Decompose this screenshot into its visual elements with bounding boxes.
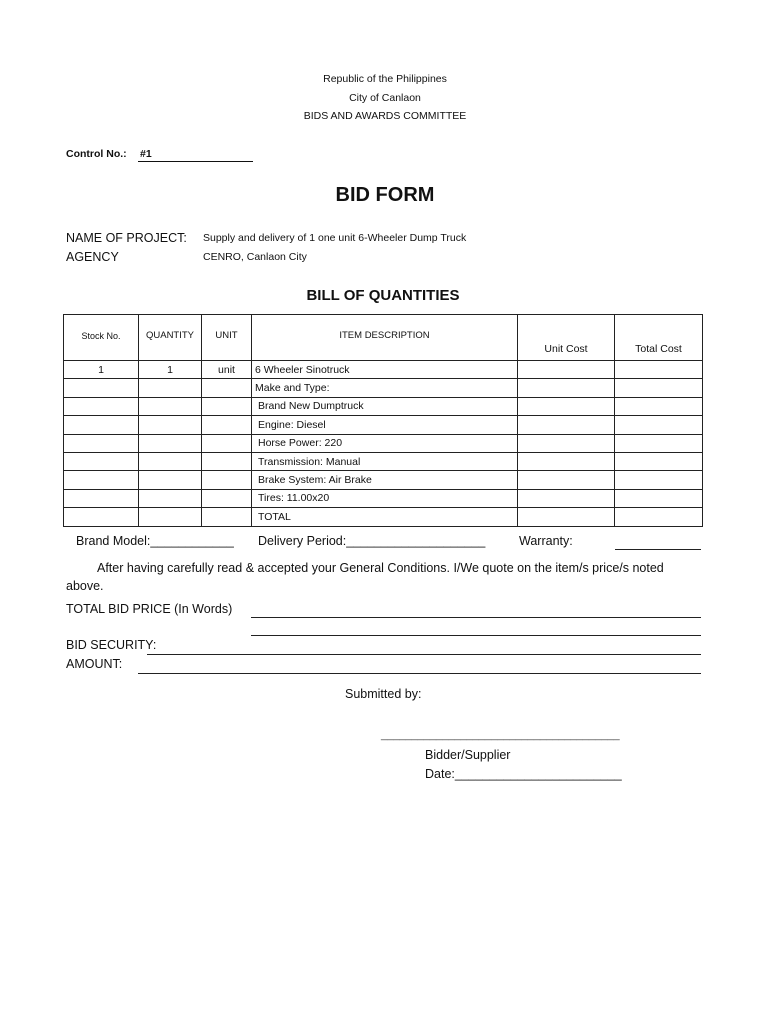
project-name-value: Supply and delivery of 1 one unit 6-Wheeler Dump Truck xyxy=(203,232,467,244)
agency-label: AGENCY xyxy=(66,250,119,264)
unit-cell[interactable] xyxy=(202,452,252,470)
bid-security-label: BID SECURITY: xyxy=(66,638,157,652)
column-header-total-cost: Total Cost xyxy=(615,315,703,361)
quantity-cell[interactable] xyxy=(139,508,202,526)
delivery-period-field[interactable]: Delivery Period:____________________ xyxy=(258,534,486,548)
brand-model-field[interactable]: Brand Model:____________ xyxy=(76,534,234,548)
total-cost-cell[interactable] xyxy=(615,397,703,415)
column-header-item-description: ITEM DESCRIPTION xyxy=(252,315,518,361)
project-name-label: NAME OF PROJECT: xyxy=(66,231,187,245)
column-header-quantity: QUANTITY xyxy=(139,315,202,361)
bid-security-line[interactable] xyxy=(147,654,701,655)
unit-cell[interactable] xyxy=(202,397,252,415)
quantity-cell[interactable]: 1 xyxy=(139,361,202,379)
agency-value: CENRO, Canlaon City xyxy=(203,251,307,263)
date-field[interactable]: Date:________________________ xyxy=(425,767,622,781)
quantity-cell[interactable] xyxy=(139,416,202,434)
item-description-cell: Tires: 11.00x20 xyxy=(252,489,518,507)
table-row xyxy=(64,452,703,470)
quantity-cell[interactable] xyxy=(139,379,202,397)
stock-no-cell[interactable] xyxy=(64,489,139,507)
unit-cell[interactable] xyxy=(202,434,252,452)
item-description-cell: Make and Type: xyxy=(252,379,518,397)
unit-cost-cell[interactable] xyxy=(518,434,615,452)
table-row xyxy=(64,471,703,489)
total-bid-price-line-1[interactable] xyxy=(251,617,701,618)
bidder-supplier-label: Bidder/Supplier xyxy=(425,748,511,762)
amount-label: AMOUNT: xyxy=(66,657,123,671)
table-row xyxy=(64,489,703,507)
table-row xyxy=(64,416,703,434)
page-title: BID FORM xyxy=(335,184,435,206)
total-cost-cell[interactable] xyxy=(615,361,703,379)
statement-line-2: above. xyxy=(66,579,104,593)
quantity-cell[interactable] xyxy=(139,397,202,415)
stock-no-cell[interactable] xyxy=(64,379,139,397)
total-bid-price-line-2[interactable] xyxy=(251,635,701,636)
unit-cost-cell[interactable] xyxy=(518,379,615,397)
stock-no-cell[interactable] xyxy=(64,434,139,452)
unit-cell[interactable] xyxy=(202,416,252,434)
stock-no-cell[interactable] xyxy=(64,471,139,489)
control-number-label: Control No.: xyxy=(66,148,127,160)
stock-no-cell[interactable] xyxy=(64,452,139,470)
table-header-row xyxy=(64,315,703,361)
quantity-cell[interactable] xyxy=(139,452,202,470)
unit-cell[interactable] xyxy=(202,508,252,526)
unit-cell[interactable] xyxy=(202,379,252,397)
unit-cell[interactable] xyxy=(202,489,252,507)
item-description-cell: Horse Power: 220 xyxy=(252,434,518,452)
header-line-3: BIDS AND AWARDS COMMITTEE xyxy=(303,110,467,122)
stock-no-cell[interactable] xyxy=(64,416,139,434)
unit-cost-cell[interactable] xyxy=(518,508,615,526)
control-number-field[interactable]: #1 xyxy=(138,148,253,162)
stock-no-cell[interactable] xyxy=(64,397,139,415)
item-description-cell: Brand New Dumptruck xyxy=(252,397,518,415)
bill-of-quantities-table xyxy=(63,314,703,527)
unit-cost-cell[interactable] xyxy=(518,416,615,434)
statement-line-1: After having carefully read & accepted your General Conditions. I/We quote on the item/s price/s noted xyxy=(97,561,664,575)
unit-cost-cell[interactable] xyxy=(518,489,615,507)
table-row-total xyxy=(64,508,703,526)
column-header-unit-cost: Unit Cost xyxy=(518,315,615,361)
item-description-cell: Engine: Diesel xyxy=(252,416,518,434)
quantity-cell[interactable] xyxy=(139,471,202,489)
total-cost-cell[interactable] xyxy=(615,489,703,507)
item-description-cell: Brake System: Air Brake xyxy=(252,471,518,489)
total-cost-cell[interactable] xyxy=(615,508,703,526)
stock-no-cell[interactable] xyxy=(64,508,139,526)
table-row xyxy=(64,434,703,452)
table-row xyxy=(64,397,703,415)
unit-cost-cell[interactable] xyxy=(518,452,615,470)
total-cost-cell[interactable] xyxy=(615,434,703,452)
total-cost-cell[interactable] xyxy=(615,379,703,397)
amount-line[interactable] xyxy=(138,673,701,674)
unit-cost-cell[interactable] xyxy=(518,361,615,379)
column-header-stock-no: Stock No. xyxy=(64,315,139,361)
unit-cell[interactable]: unit xyxy=(202,361,252,379)
total-bid-price-label: TOTAL BID PRICE (In Words) xyxy=(66,602,233,616)
quantity-cell[interactable] xyxy=(139,489,202,507)
header-line-1: Republic of the Philippines xyxy=(323,73,447,85)
total-cost-cell[interactable] xyxy=(615,452,703,470)
item-description-cell: 6 Wheeler Sinotruck xyxy=(252,361,518,379)
table-row xyxy=(64,361,703,379)
boq-title: BILL OF QUANTITIES xyxy=(306,287,460,304)
stock-no-cell[interactable]: 1 xyxy=(64,361,139,379)
unit-cost-cell[interactable] xyxy=(518,397,615,415)
header-line-2: City of Canlaon xyxy=(349,92,421,104)
table-row xyxy=(64,379,703,397)
submitted-by-label: Submitted by: xyxy=(345,687,422,701)
warranty-input-line[interactable] xyxy=(615,549,701,550)
signature-line[interactable]: _______________________________________ xyxy=(381,729,620,741)
item-description-cell: Transmission: Manual xyxy=(252,452,518,470)
warranty-label: Warranty: xyxy=(519,534,573,548)
total-cost-cell[interactable] xyxy=(615,416,703,434)
item-description-cell: TOTAL xyxy=(252,508,518,526)
total-cost-cell[interactable] xyxy=(615,471,703,489)
unit-cell[interactable] xyxy=(202,471,252,489)
unit-cost-cell[interactable] xyxy=(518,471,615,489)
column-header-unit: UNIT xyxy=(202,315,252,361)
quantity-cell[interactable] xyxy=(139,434,202,452)
